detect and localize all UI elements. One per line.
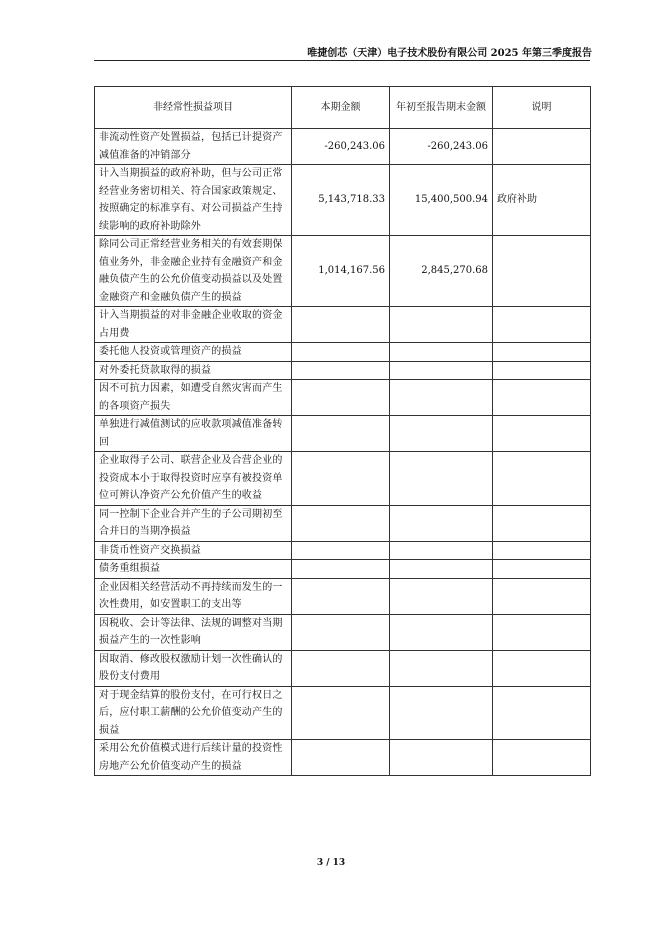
row-note	[493, 361, 591, 380]
column-header-item: 非经常性损益项目	[95, 87, 292, 129]
column-header-ytd-amount: 年初至报告期末金额	[390, 87, 493, 129]
column-header-current-amount: 本期金额	[292, 87, 390, 129]
row-note	[493, 686, 591, 740]
row-item: 计入当期损益的对非金融企业收取的资金占用费	[95, 307, 292, 343]
table-row	[95, 416, 591, 452]
row-item: 企业取得子公司、联营企业及合营企业的投资成本小于取得投资时应享有被投资单位可辨认净资产公允价值产生的收益	[95, 452, 292, 506]
row-item: 计入当期损益的政府补助，但与公司正常经营业务密切相关、符合国家政策规定、按照确定的标准享有、对公司损益产生持续影响的政府补助除外	[95, 165, 292, 236]
row-note	[493, 307, 591, 343]
row-current-amount	[292, 560, 390, 579]
row-ytd-amount: 15,400,500.94	[390, 165, 493, 236]
row-current-amount	[292, 343, 390, 362]
row-ytd-amount	[390, 614, 493, 650]
row-current-amount	[292, 452, 390, 506]
row-ytd-amount	[390, 740, 493, 776]
row-item: 单独进行减值测试的应收款项减值准备转回	[95, 416, 292, 452]
row-current-amount	[292, 686, 390, 740]
row-item: 非流动性资产处置损益，包括已计提资产减值准备的冲销部分	[95, 129, 292, 165]
table-row	[95, 129, 591, 165]
table-row	[95, 452, 591, 506]
row-note	[493, 129, 591, 165]
table-header-row	[95, 87, 591, 129]
row-note	[493, 541, 591, 560]
row-item: 采用公允价值模式进行后续计量的投资性房地产公允价值变动产生的损益	[95, 740, 292, 776]
row-ytd-amount	[390, 416, 493, 452]
row-item: 债务重组损益	[95, 560, 292, 579]
row-note	[493, 236, 591, 307]
row-note	[493, 380, 591, 416]
page-number: 3 / 13	[316, 858, 346, 868]
report-header-title: 唯捷创芯（天津）电子技术股份有限公司 2025 年第三季度报告	[307, 48, 592, 59]
row-note	[493, 614, 591, 650]
table-body	[95, 129, 591, 776]
row-ytd-amount	[390, 578, 493, 614]
row-note	[493, 740, 591, 776]
row-note	[493, 416, 591, 452]
table-row	[95, 650, 591, 686]
row-item: 委托他人投资或管理资产的损益	[95, 343, 292, 362]
row-current-amount: -260,243.06	[292, 129, 390, 165]
table-row	[95, 236, 591, 307]
table-row	[95, 578, 591, 614]
row-ytd-amount	[390, 505, 493, 541]
row-item: 对于现金结算的股份支付，在可行权日之后，应付职工薪酬的公允价值变动产生的损益	[95, 686, 292, 740]
row-item: 同一控制下企业合并产生的子公司期初至合并日的当期净损益	[95, 505, 292, 541]
row-item: 因取消、修改股权激励计划一次性确认的股份支付费用	[95, 650, 292, 686]
row-current-amount	[292, 578, 390, 614]
row-current-amount	[292, 416, 390, 452]
row-ytd-amount	[390, 380, 493, 416]
row-item: 对外委托贷款取得的损益	[95, 361, 292, 380]
row-current-amount: 5,143,718.33	[292, 165, 390, 236]
row-item: 企业因相关经营活动不再持续而发生的一次性费用，如安置职工的支出等	[95, 578, 292, 614]
table-row	[95, 740, 591, 776]
table-row	[95, 505, 591, 541]
row-item: 非货币性资产交换损益	[95, 541, 292, 560]
row-ytd-amount	[390, 560, 493, 579]
table-row	[95, 361, 591, 380]
column-header-note: 说明	[493, 87, 591, 129]
non-recurring-gains-losses-table	[94, 86, 591, 776]
table-row	[95, 307, 591, 343]
row-ytd-amount	[390, 452, 493, 506]
row-ytd-amount	[390, 650, 493, 686]
table-row	[95, 343, 591, 362]
row-ytd-amount: -260,243.06	[390, 129, 493, 165]
row-ytd-amount	[390, 343, 493, 362]
row-current-amount	[292, 614, 390, 650]
table-row	[95, 614, 591, 650]
row-note	[493, 650, 591, 686]
row-note	[493, 505, 591, 541]
row-current-amount	[292, 740, 390, 776]
row-ytd-amount	[390, 361, 493, 380]
row-current-amount	[292, 361, 390, 380]
row-note	[493, 578, 591, 614]
row-note	[493, 343, 591, 362]
row-item: 因税收、会计等法律、法规的调整对当期损益产生的一次性影响	[95, 614, 292, 650]
table-row	[95, 165, 591, 236]
row-note	[493, 560, 591, 579]
row-note	[493, 452, 591, 506]
row-current-amount	[292, 505, 390, 541]
table-row	[95, 686, 591, 740]
row-note: 政府补助	[493, 165, 591, 236]
row-ytd-amount	[390, 541, 493, 560]
row-ytd-amount	[390, 307, 493, 343]
row-item: 除同公司正常经营业务相关的有效套期保值业务外，非金融企业持有金融资产和金融负债产生的公允价值变动损益以及处置金融资产和金融负债产生的损益	[95, 236, 292, 307]
row-item: 因不可抗力因素，如遭受自然灾害而产生的各项资产损失	[95, 380, 292, 416]
table-row	[95, 380, 591, 416]
header-divider	[94, 60, 590, 61]
row-ytd-amount	[390, 686, 493, 740]
row-current-amount	[292, 380, 390, 416]
row-current-amount: 1,014,167.56	[292, 236, 390, 307]
row-current-amount	[292, 650, 390, 686]
row-current-amount	[292, 541, 390, 560]
row-ytd-amount: 2,845,270.68	[390, 236, 493, 307]
table-row	[95, 541, 591, 560]
row-current-amount	[292, 307, 390, 343]
table-row	[95, 560, 591, 579]
